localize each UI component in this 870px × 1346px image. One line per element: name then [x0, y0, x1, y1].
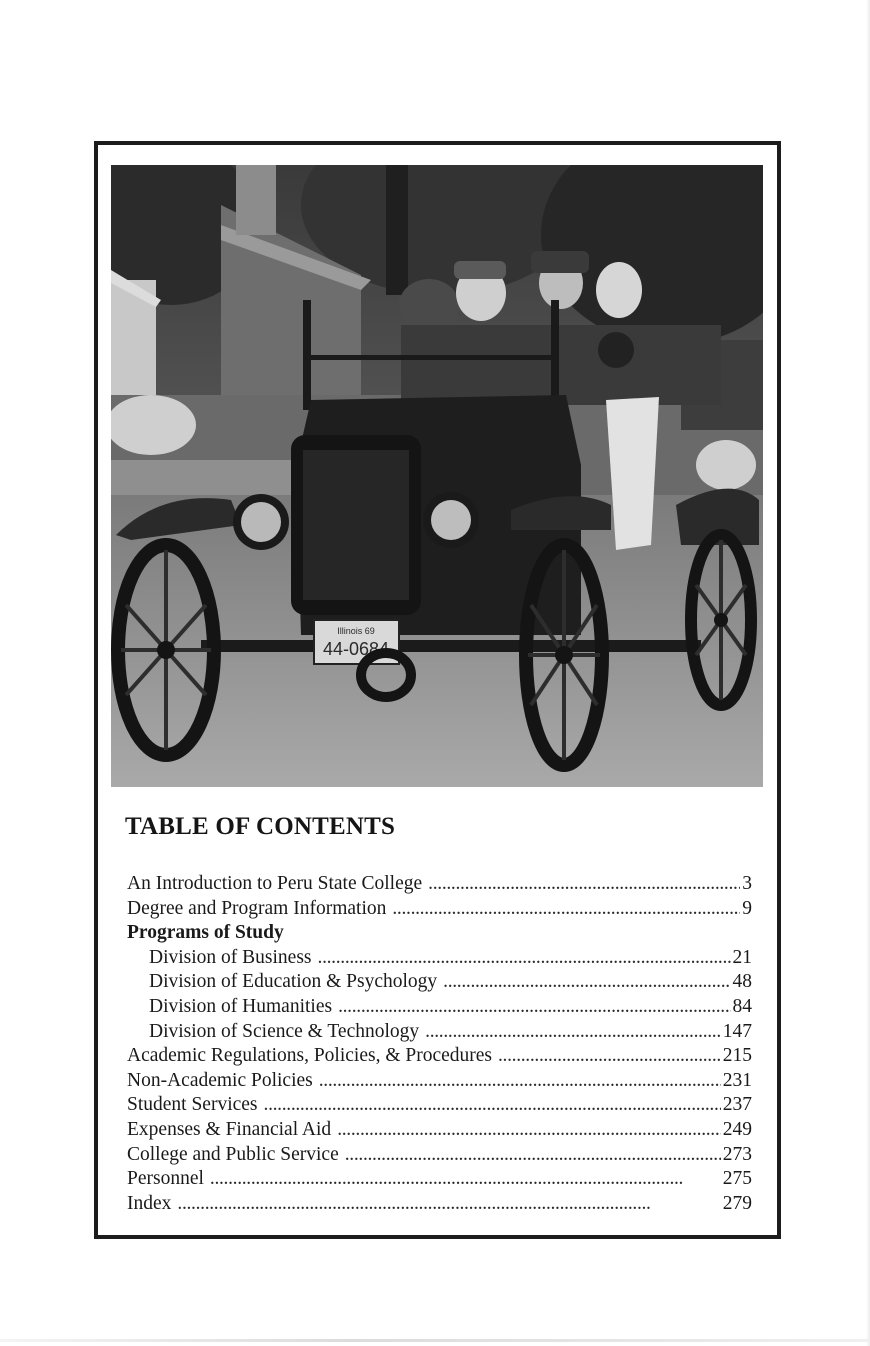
- toc-entry-page: 9: [742, 897, 752, 919]
- dot-leader: [264, 1093, 721, 1118]
- toc-entry-degree-info: [127, 897, 752, 922]
- dot-leader: [337, 1118, 721, 1143]
- toc-entry-page: 237: [722, 1094, 752, 1116]
- toc-entry-page: 3: [742, 873, 752, 894]
- toc-entry-personnel: [127, 1167, 752, 1192]
- dot-leader: [498, 1044, 721, 1069]
- toc-entry-page: 48: [732, 971, 752, 993]
- toc-section-label: Programs of Study: [127, 922, 284, 944]
- toc-entry-label: Degree and Program Information: [127, 897, 387, 919]
- toc-entry-label: Division of Education & Psychology: [149, 971, 438, 993]
- page-edge: [866, 0, 870, 1346]
- toc-entry-label: An Introduction to Peru State College: [127, 873, 423, 894]
- dot-leader: [392, 897, 740, 922]
- toc-entry-humanities: [127, 995, 752, 1020]
- toc-entry-label: Non-Academic Policies: [127, 1069, 313, 1091]
- toc-entry-education: [127, 970, 752, 995]
- toc-entry-non-academic: [127, 1069, 752, 1094]
- toc-entry-label: Academic Regulations, Policies, & Procedures: [127, 1045, 492, 1067]
- toc-entry-label: Expenses & Financial Aid: [127, 1118, 332, 1140]
- toc-entry-science: [127, 1020, 752, 1045]
- toc-entry-label: Personnel: [127, 1168, 204, 1190]
- toc-entry-label: Student Services: [127, 1094, 258, 1116]
- toc-entry-introduction: [127, 872, 752, 897]
- toc-entry-label: Index: [127, 1192, 172, 1214]
- toc-entry-label: College and Public Service: [127, 1143, 339, 1165]
- toc-entry-page: 273: [722, 1143, 752, 1165]
- toc-list: [127, 872, 752, 1216]
- license-plate-state: Illinois 69: [337, 626, 375, 636]
- toc-entry-page: 215: [722, 1045, 752, 1067]
- toc-entry-page: 21: [732, 946, 752, 968]
- toc-entry-business: [127, 946, 752, 971]
- toc-entry-student-services: [127, 1093, 752, 1118]
- toc-entry-page: 84: [732, 995, 752, 1017]
- dot-leader: [443, 970, 730, 995]
- toc-entry-index: [127, 1192, 752, 1217]
- toc-entry-page: 147: [722, 1020, 752, 1042]
- dot-leader: [318, 946, 731, 971]
- toc-entry-label: Division of Business: [149, 946, 312, 968]
- dot-leader: [210, 1167, 721, 1192]
- toc-entry-page: 249: [722, 1118, 752, 1140]
- toc-entry-page: 231: [722, 1069, 752, 1091]
- toc-entry-expenses: [127, 1118, 752, 1143]
- dot-leader: [425, 1020, 721, 1045]
- toc-entry-page: 275: [722, 1168, 752, 1190]
- toc-section-heading: [127, 921, 752, 946]
- dot-leader: [338, 995, 730, 1020]
- toc-entry-public-service: [127, 1143, 752, 1168]
- dot-leader: [428, 872, 740, 897]
- dot-leader: [319, 1069, 721, 1094]
- toc-entry-label: Division of Humanities: [149, 995, 333, 1017]
- toc-title: TABLE OF CONTENTS: [125, 813, 396, 840]
- toc-entry-label: Division of Science & Technology: [149, 1020, 420, 1042]
- toc-entry-page: 279: [722, 1192, 752, 1214]
- dot-leader: [345, 1143, 721, 1168]
- license-plate-text: 44-0684: [322, 639, 390, 659]
- dot-leader: [177, 1192, 720, 1217]
- page-shadow: [0, 1339, 870, 1342]
- contents-frame: [94, 141, 781, 1239]
- toc-entry-academic-regulations: [127, 1044, 752, 1069]
- vintage-car-photo: [111, 165, 763, 787]
